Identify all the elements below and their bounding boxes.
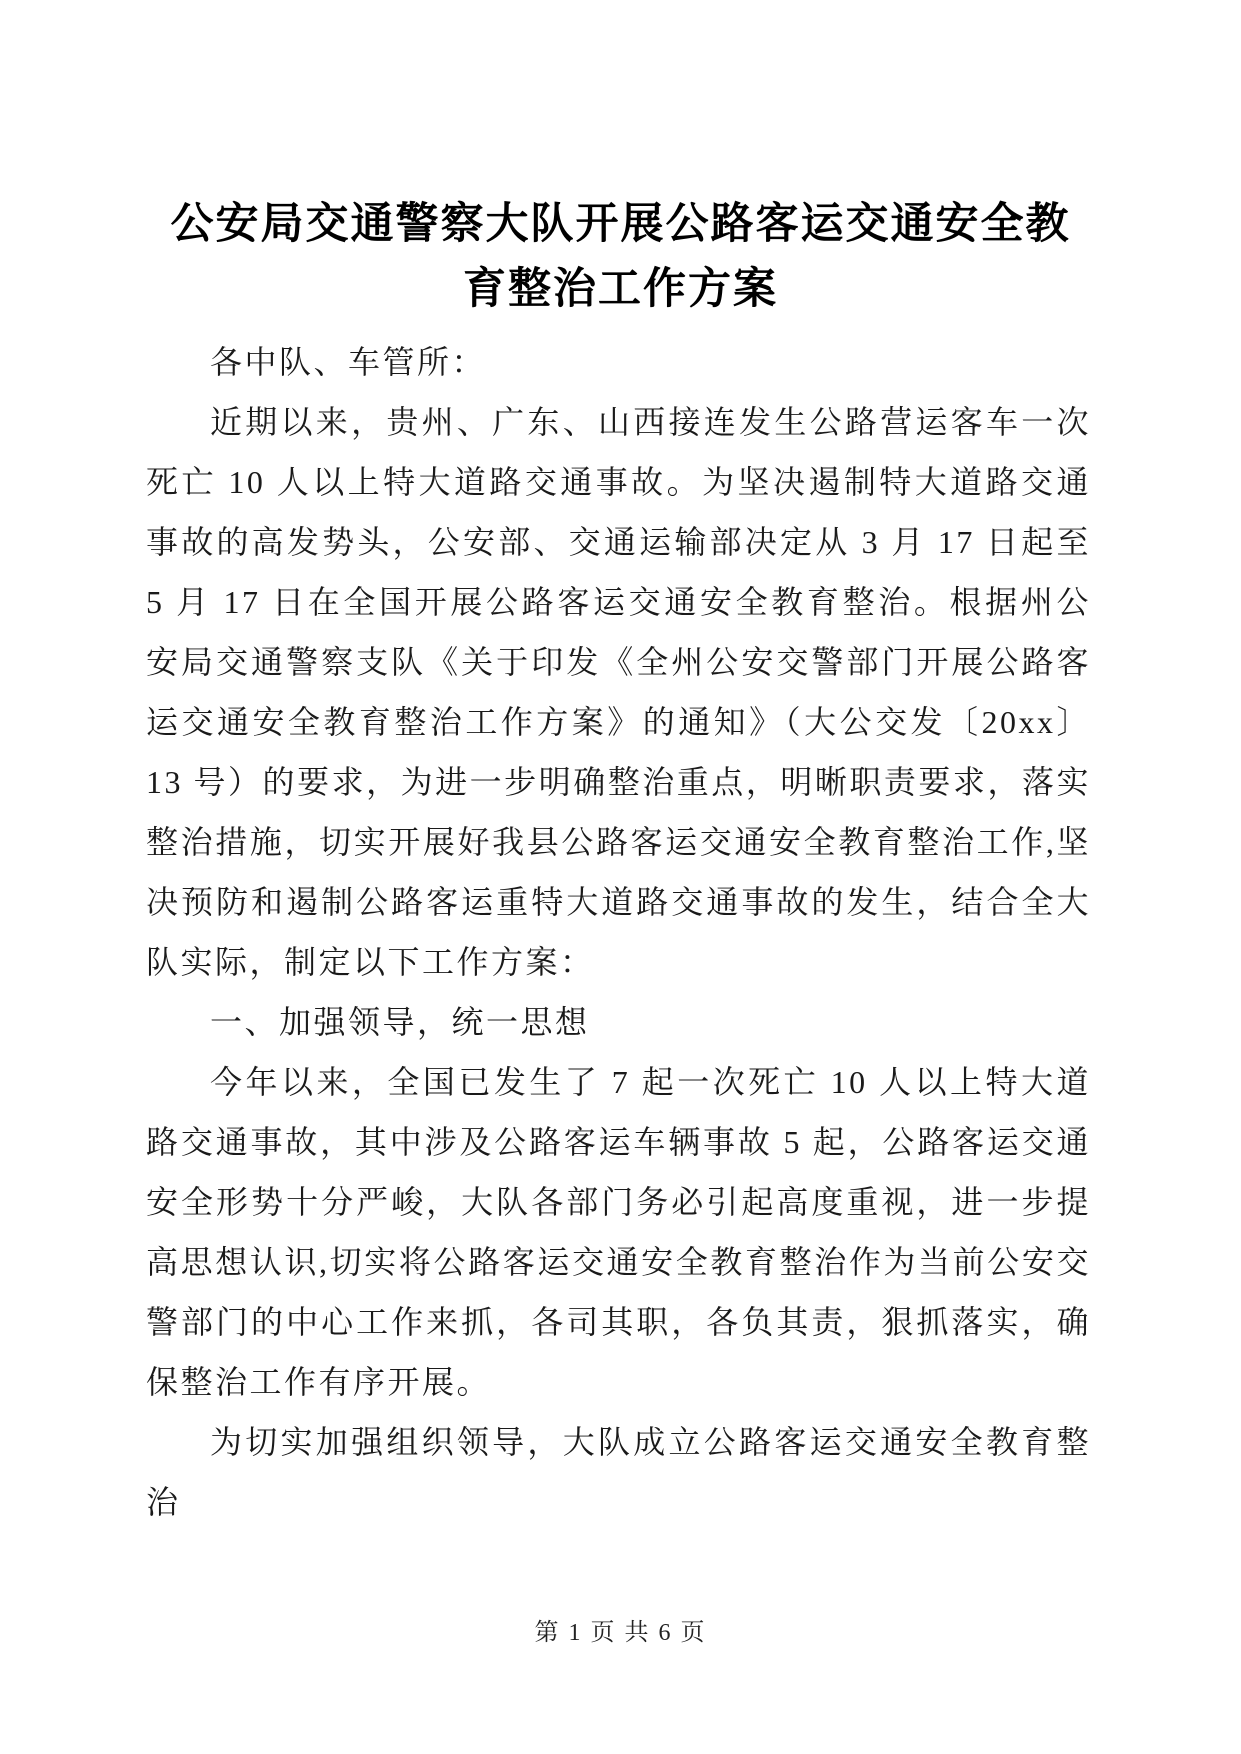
paragraph-truncated: 为切实加强组织领导，大队成立公路客运交通安全教育整治 bbox=[146, 1424, 1091, 1520]
section-heading-1: 一、加强领导，统一思想 bbox=[210, 1004, 590, 1040]
document-title bbox=[126, 0, 1116, 322]
document-title-line-2: 育整治工作方案 bbox=[463, 266, 778, 313]
paragraph-intro: 近期以来，贵州、广东、山西接连发生公路营运客车一次死亡 10 人以上特大道路交通事故。为坚决遏制特大道路交通事故的高发势头，公安部、交通运输部决定从 3 月 17 日起至 5 月 17 日在全国开展公路客运交通安全教育整治。根据州公安局交通警察支队《关于印发《全州公安交警部门开展公路客运交通安全教育整治工作方案》的通知》（大公交发〔20xx〕13 号）的要求，为进一步明确整治重点，明晰职责要求，落实整治措施，切实开展好我县公路客运交通安全教育整治工作,坚决预防和遏制公路客运重特大道路交通事故的发生，结合全大队实际，制定以下工作方案： bbox=[146, 404, 1091, 980]
paragraph-section-1: 今年以来，全国已发生了 7 起一次死亡 10 人以上特大道路交通事故，其中涉及公路客运车辆事故 5 起，公路客运交通安全形势十分严峻，大队各部门务必引起高度重视，进一步提高思想认识,切实将公路客运交通安全教育整治作为当前公安交警部门的中心工作来抓，各司其职，各负其责，狠抓落实，确保整治工作有序开展。 bbox=[146, 1064, 1091, 1400]
page-number-footer: 第 1 页 共 6 页 bbox=[534, 1620, 707, 1646]
document-title-line-1: 公安局交通警察大队开展公路客运交通安全教 bbox=[170, 201, 1071, 248]
salutation-line: 各中队、车管所： bbox=[210, 344, 487, 380]
document-body bbox=[146, 332, 1091, 1532]
